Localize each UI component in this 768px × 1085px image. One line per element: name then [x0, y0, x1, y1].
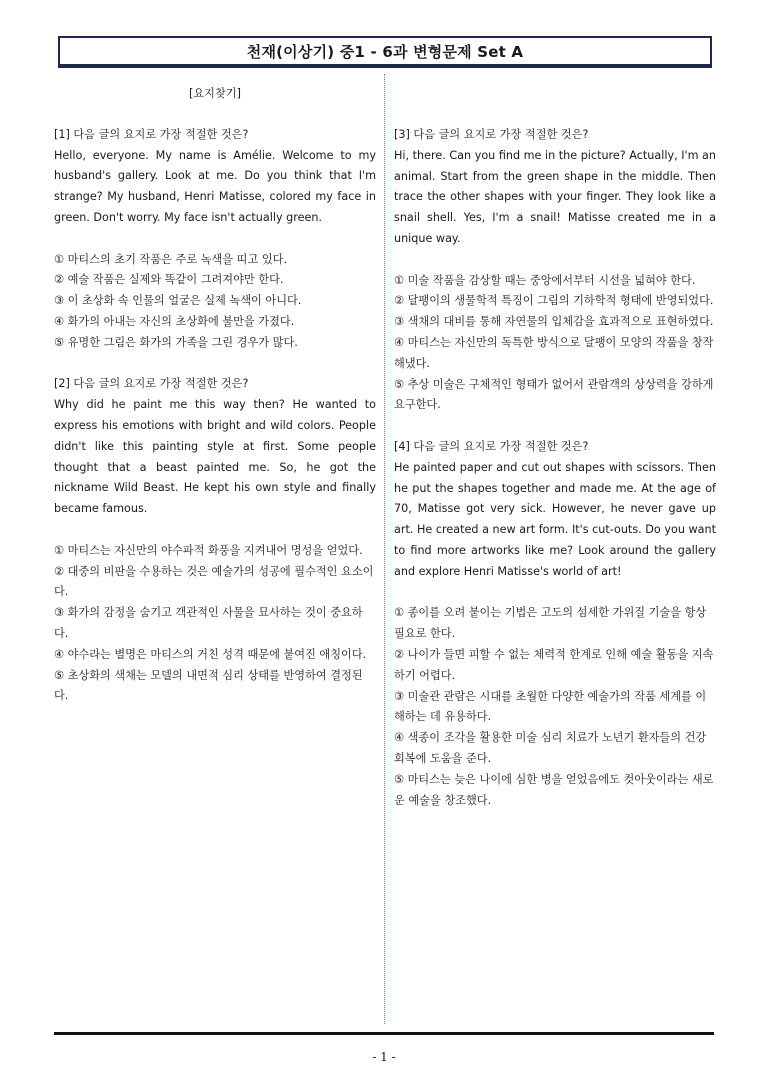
answer-option: ⑤ 추상 미술은 구체적인 형태가 없어서 관람객의 상상력을 강하게 요구한다.: [394, 377, 714, 412]
page-title: 천재(이상기) 중1 - 6과 변형문제 Set A: [246, 42, 524, 61]
question-1: [54, 125, 376, 354]
question-passage: Why did he paint me this way then? He wanted to express his emotions with bright and wild colors. People didn't like this painting style at first. Some people thought that a beast painted me. So, he got the nickname Wild Beast. He kept his own style and finally became famous.: [54, 398, 376, 516]
question-2: [54, 374, 376, 707]
question-title: [2] 다음 글의 요지로 가장 적절한 것은?: [54, 377, 249, 391]
answer-option: ④ 야수라는 별명은 마티스의 거친 성격 때문에 붙여진 애칭이다.: [54, 647, 367, 661]
footer-rule: [54, 1032, 714, 1035]
header-title-box: [58, 36, 712, 66]
question-title: [1] 다음 글의 요지로 가장 적절한 것은?: [54, 127, 249, 141]
answer-option: ④ 색종이 조각을 활용한 미술 심리 치료가 노년기 환자들의 건강 회복에 도움을 준다.: [394, 731, 707, 765]
answer-options: [54, 541, 376, 707]
answer-option: ① 마티스의 초기 작품은 주로 녹색을 띠고 있다.: [54, 252, 288, 266]
answer-option: ③ 이 초상화 속 인물의 얼굴은 실제 녹색이 아니다.: [54, 294, 302, 308]
question-title: [3] 다음 글의 요지로 가장 적절한 것은?: [394, 128, 589, 141]
answer-option: ⑤ 초상화의 색채는 모델의 내면적 심리 상태를 반영하여 결정된다.: [54, 668, 363, 703]
answer-options: [54, 250, 376, 354]
answer-option: ⑤ 유명한 그림은 화가의 가족을 그린 경우가 많다.: [54, 335, 298, 349]
question-passage: He painted paper and cut out shapes with scissors. Then he put the shapes together and made me. At the age of 70, Matisse got very sick. However, he never gave up art. He created a new art form. It's cut-outs. Do you want to find more artworks like me? Look around the gallery and explore Henri Matisse's world of art!: [394, 460, 716, 578]
answer-option: ④ 마티스는 자신만의 독특한 방식으로 달팽이 모양의 작품을 창작해냈다.: [394, 335, 714, 370]
answer-option: ② 대중의 비판을 수용하는 것은 예술가의 성공에 필수적인 요소이다.: [54, 564, 374, 599]
question-3: [394, 125, 716, 416]
question-passage: Hello, everyone. My name is Amélie. Welcome to my husband's gallery. Look at me. Do you think that I'm strange? My husband, Henri Matisse, colored my face in green. Don't worry. My face isn't actually green.: [54, 148, 376, 224]
answer-option: ④ 화가의 아내는 자신의 초상화에 불만을 가졌다.: [54, 314, 295, 328]
header-underline: [58, 64, 712, 68]
answer-option: ② 예술 작품은 실제와 똑같이 그려져야만 한다.: [54, 273, 284, 287]
question-passage: Hi, there. Can you find me in the picture? Actually, I'm an animal. Start from the green shape in the middle. Then trace the other shapes with your finger. They look like a snail shell. Yes, I'm a snail! Matisse created me in a unique way.: [394, 148, 716, 245]
answer-option: ② 달팽이의 생물학적 특징이 그림의 기하학적 형태에 반영되었다.: [394, 294, 714, 308]
answer-option: ③ 화가의 감정을 숨기고 객관적인 사물을 묘사하는 것이 중요하다.: [54, 606, 363, 640]
answer-options: [394, 603, 716, 811]
right-column: [394, 84, 716, 832]
section-heading: [요지찾기]: [189, 87, 241, 100]
answer-option: ③ 색채의 대비를 통해 자연물의 입체감을 효과적으로 표현하였다.: [394, 315, 714, 329]
question-4: [394, 437, 716, 811]
answer-options: [394, 271, 716, 417]
answer-option: ⑤ 마티스는 늦은 나이에 심한 병을 얻었음에도 컷아웃이라는 새로운 예술을 창조했다.: [394, 772, 714, 807]
answer-option: ② 나이가 들면 피할 수 없는 체력적 한계로 인해 예술 활동을 지속하기 어렵다.: [394, 647, 714, 682]
answer-option: ① 미술 작품을 감상할 때는 중앙에서부터 시선을 넓혀야 한다.: [394, 273, 696, 287]
left-column: [54, 84, 376, 728]
question-title: [4] 다음 글의 요지로 가장 적절한 것은?: [394, 439, 589, 453]
answer-option: ① 마티스는 자신만의 야수파적 화풍을 지켜내어 명성을 얻었다.: [54, 543, 363, 557]
answer-option: ① 종이를 오려 붙이는 기법은 고도의 섬세한 가위질 기술을 항상 필요로 한다.: [394, 606, 707, 641]
column-divider: [384, 74, 385, 1024]
answer-option: ③ 미술관 관람은 시대를 초월한 다양한 예술가의 작품 세계를 이해하는 데 유용하다.: [394, 689, 707, 724]
page-number: - 1 -: [372, 1050, 396, 1064]
